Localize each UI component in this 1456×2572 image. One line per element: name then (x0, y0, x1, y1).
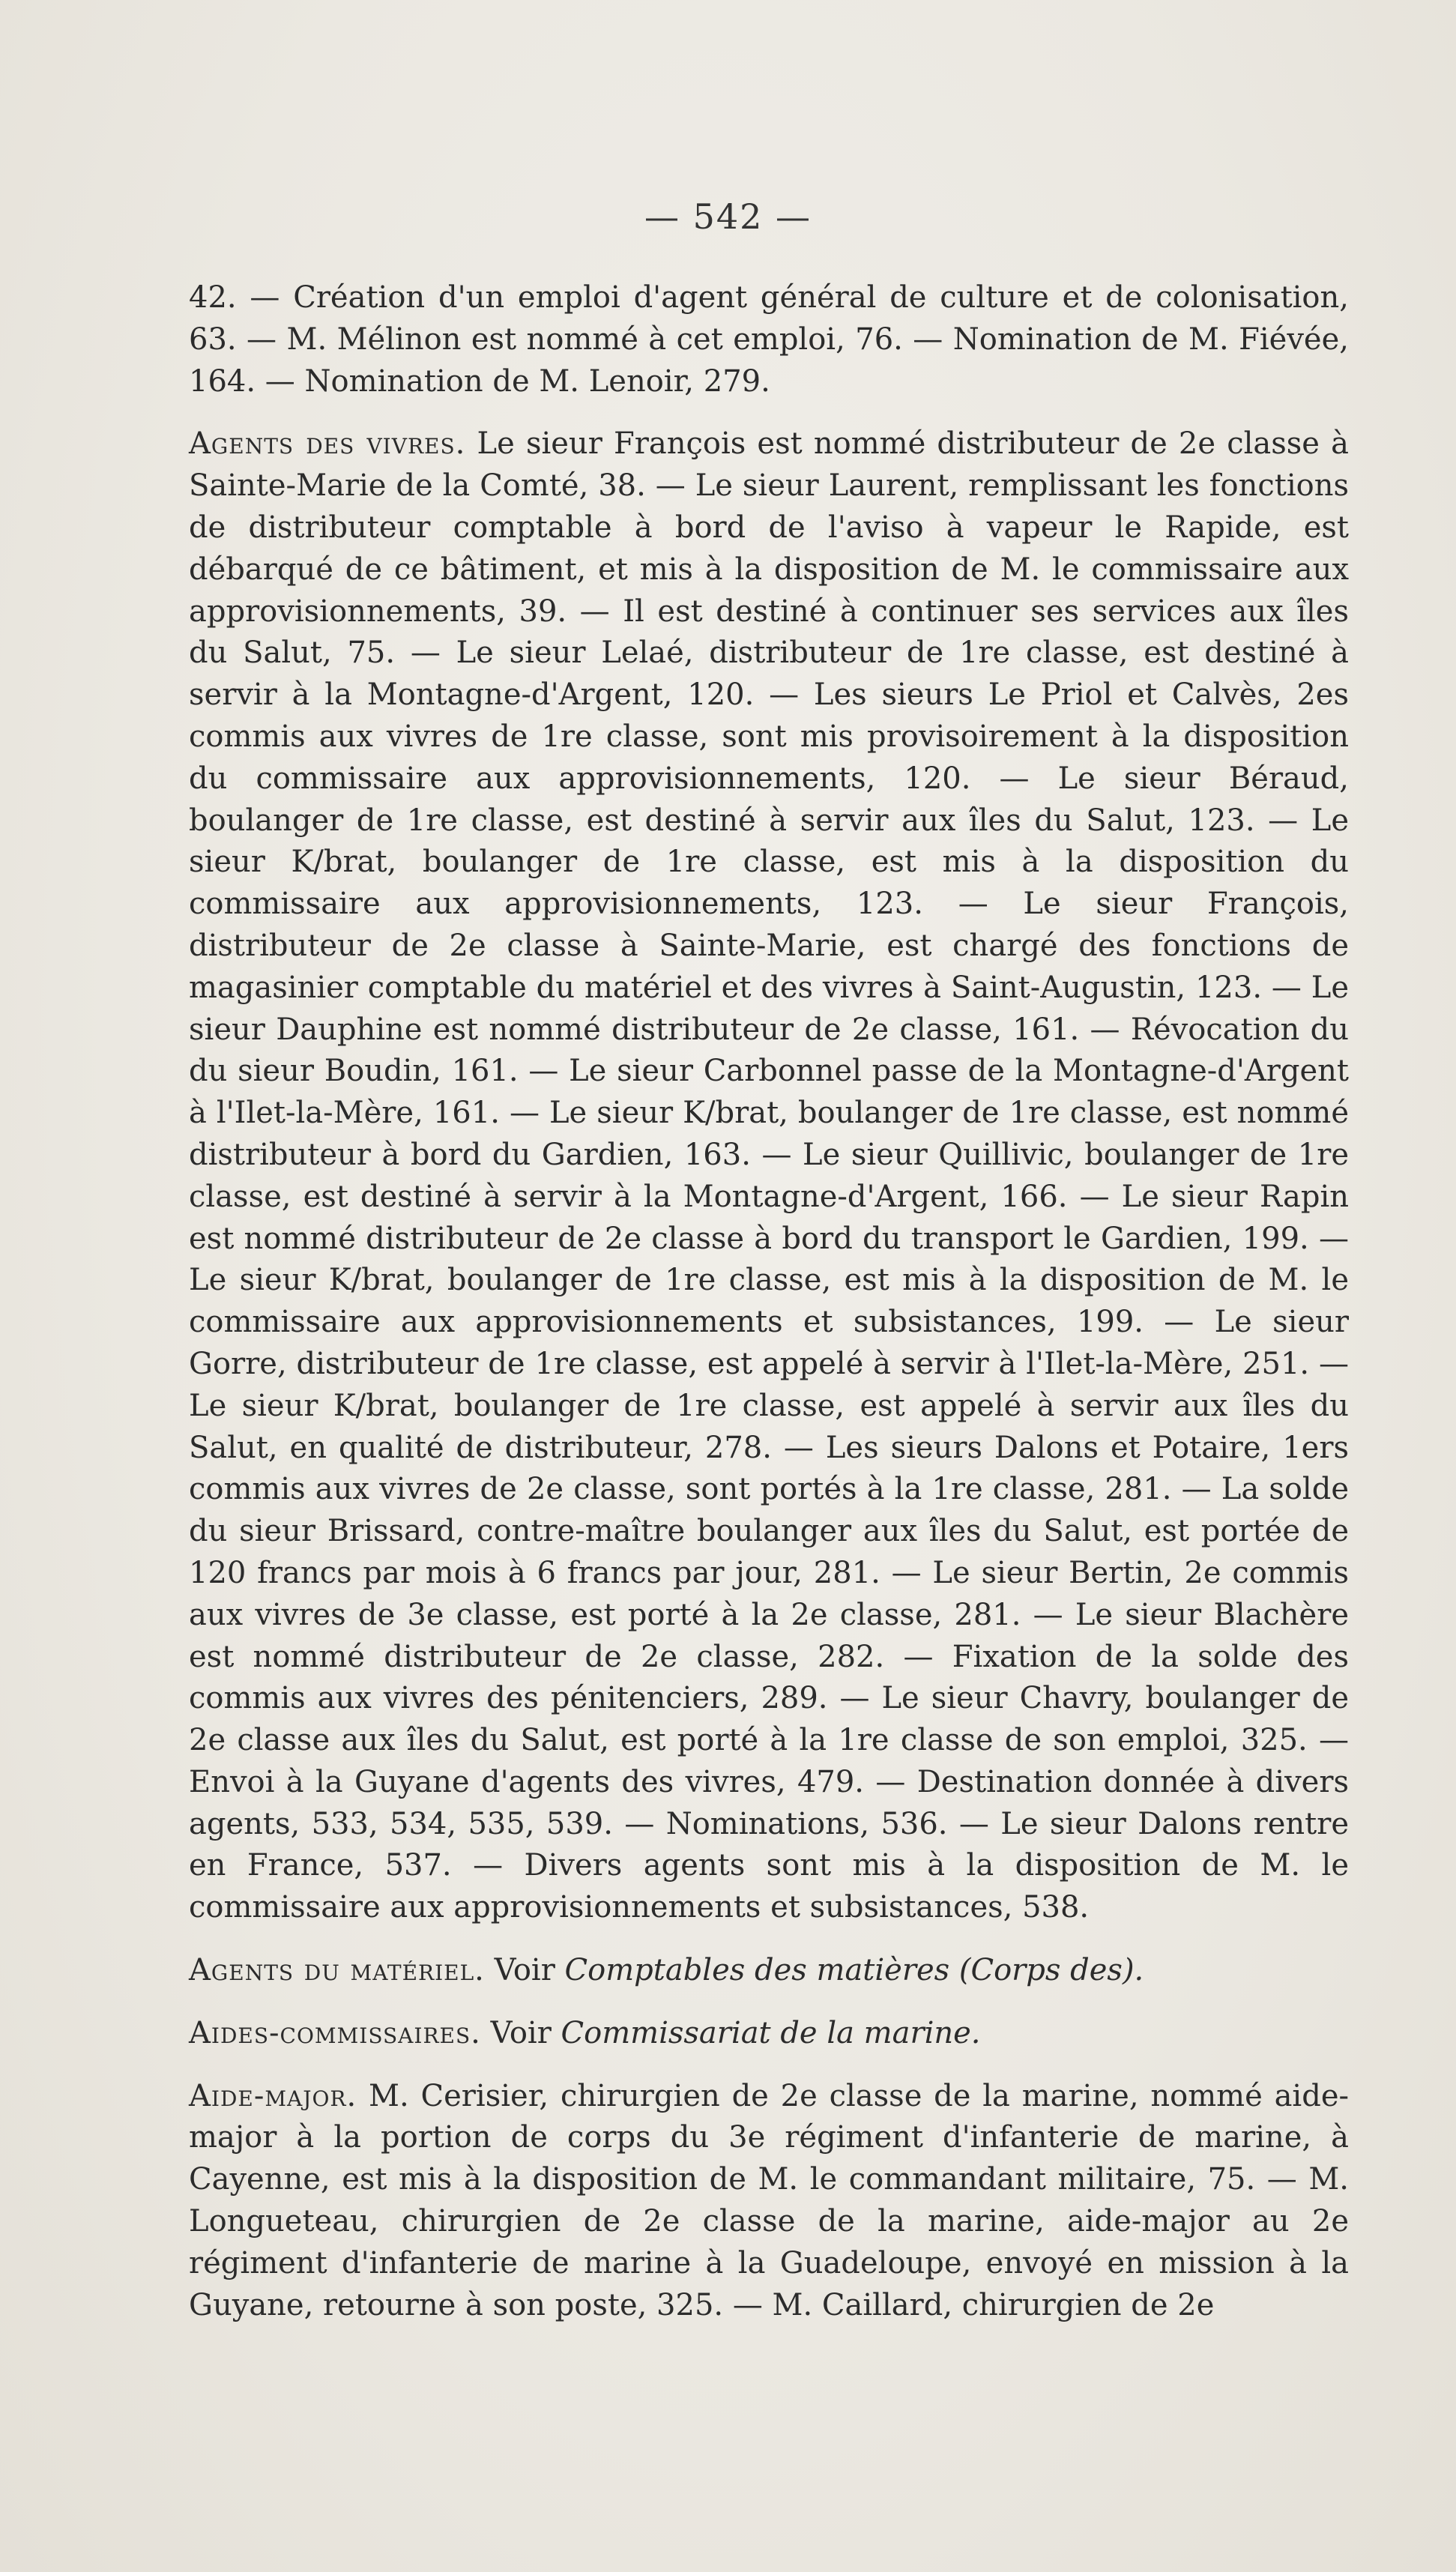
page-number-header: — 542 — (644, 196, 812, 237)
entry-heading: Aide-major. (189, 2078, 357, 2113)
entry-agents-du-materiel (189, 1950, 1349, 1992)
cross-reference: Commissariat de la marine. (561, 2015, 981, 2050)
entry-aide-major (189, 2076, 1349, 2327)
entry-heading: Agents du matériel. (189, 1953, 485, 1988)
entry-text: Le sieur François est nommé distributeur de 2e classe à Sainte-Marie de la Comté, 38. — Le sieur Laurent, remplissant les fonctions de distributeur comptable à bord de l'aviso à vapeur le Rapide, est débarqué de ce bâtiment, et mis à la disposition de M. le commissaire aux approvisionnements, 39. — Il est destiné à continuer ses services aux îles du Salut, 75. — Le sieur Lelaé, distributeur de 1re classe, est destiné à servir à la Montagne-d'Argent, 120. — Les sieurs Le Priol et Calvès, 2es commis aux vivres de 1re classe, sont mis provisoirement à la disposition du commissaire aux approvisionnements, 120. — Le sieur Béraud, boulanger de 1re classe, est destiné à servir aux îles du Salut, 123. — Le sieur K/brat, boulanger de 1re classe, est mis à la disposition du commissaire aux approvisionnements, 123. — Le sieur François, distributeur de 2e classe à Sainte-Marie, est chargé des fonctions de magasinier comptable du matériel et des vivres à Saint-Augustin, 123. — Le sieur Dauphine est nommé distributeur de 2e classe, 161. — Révocation du du sieur Boudin, 161. — Le sieur Carbonnel passe de la Montagne-d'Argent à l'Ilet-la-Mère, 161. — Le sieur K/brat, boulanger de 1re classe, est nommé distributeur à bord du Gardien, 163. — Le sieur Quillivic, boulanger de 1re classe, est destiné à servir à la Montagne-d'Argent, 166. — Le sieur Rapin est nommé distributeur de 2e classe à bord du transport le Gardien, 199. — Le sieur K/brat, boulanger de 1re classe, est mis à la disposition de M. le commissaire aux approvisionnements et subsistances, 199. — Le sieur Gorre, distributeur de 1re classe, est appelé à servir à l'Ilet-la-Mère, 251. — Le sieur K/brat, boulanger de 1re classe, est appelé à servir aux îles du Salut, en qualité de distributeur, 278. — Les sieurs Dalons et Potaire, 1ers commis aux vivres de 2e classe, sont portés à la 1re classe, 281. — La solde du sieur Brissard, contre-maître boulanger aux îles du Salut, est portée de 120 francs par mois à 6 francs par jour, 281. — Le sieur Bertin, 2e commis aux vivres de 3e classe, est porté à la 2e classe, 281. — Le sieur Blachère est nommé distributeur de 2e classe, 282. — Fixation de la solde des commis aux vivres des pénitenciers, 289. — Le sieur Chavry, boulanger de 2e classe aux îles du Salut, est porté à la 1re classe de son emploi, 325. — Envoi à la Guyane d'agents des vivres, 479. — Destination donnée à divers agents, 533, 534, 535, 539. — Nominations, 536. — Le sieur Dalons rentre en France, 537. — Divers agents sont mis à la disposition de M. le commissaire aux approvisionnements et subsistances, 538. (189, 426, 1349, 1925)
entry-agents-des-vivres (189, 423, 1349, 1929)
entry-aides-commissaires (189, 2013, 1349, 2055)
entry-continuation (189, 277, 1349, 402)
entry-heading: Aides-commissaires. (189, 2015, 481, 2050)
entry-text: Voir (480, 2015, 561, 2050)
entry-text: M. Cerisier, chirurgien de 2e classe de la marine, nommé aide-major à la portion de corps du 3e régiment d'infanterie de marine, à Cayenne, est mis à la disposition de M. le commandant militaire, 75. — M. Longueteau, chirurgien de 2e classe de la marine, aide-major au 2e régiment d'infanterie de marine à la Guadeloupe, envoyé en mission à la Guyane, retourne à son poste, 325. — M. Caillard, chirurgien de 2e (189, 2078, 1349, 2322)
cross-reference: Comptables des matières (Corps des). (564, 1953, 1144, 1988)
entry-text: Voir (484, 1953, 565, 1988)
index-text-body (189, 277, 1349, 2347)
entry-text: 42. — Création d'un emploi d'agent général de culture et de colonisation, 63. — M. Mélinon est nommé à cet emploi, 76. — Nomination de M. Fiévée, 164. — Nomination de M. Lenoir, 279. (189, 280, 1349, 399)
entry-heading: Agents des vivres. (189, 426, 466, 462)
